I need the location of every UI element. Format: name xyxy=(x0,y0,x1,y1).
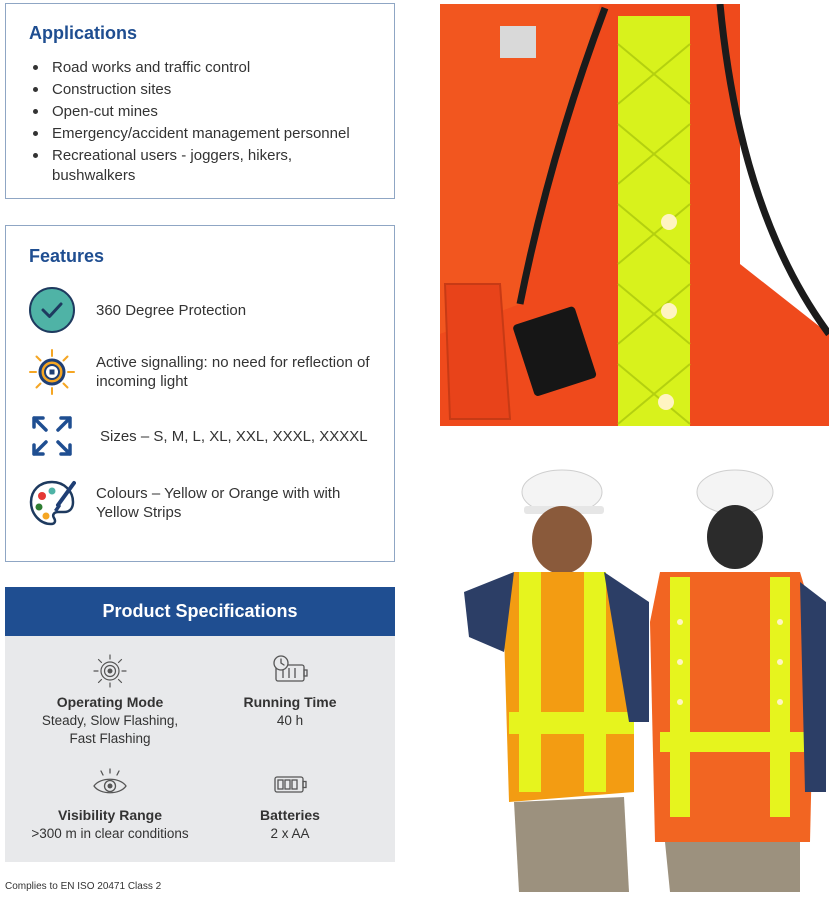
spec-item xyxy=(195,654,385,730)
feature-text: Sizes – S, M, L, XL, XXL, XXXL, XXXXL xyxy=(100,428,368,445)
feature-text: 360 Degree Protection xyxy=(96,302,247,319)
eye-icon xyxy=(92,767,128,801)
check-circle-icon xyxy=(28,286,76,334)
spec-label: Operating Mode xyxy=(56,694,164,710)
product-specifications-panel xyxy=(5,587,395,862)
list-item: Road works and traffic control xyxy=(29,58,369,78)
spec-item xyxy=(15,654,205,748)
worker-back-photo xyxy=(650,462,826,892)
spec-label: Running Time xyxy=(243,694,337,710)
list-item: Open-cut mines xyxy=(29,102,369,122)
spec-label: Batteries xyxy=(260,807,320,823)
vest-closeup-photo xyxy=(440,4,829,426)
expand-arrows-icon xyxy=(28,412,76,460)
sun-mode-icon xyxy=(93,654,127,688)
worker-front-photo xyxy=(444,462,654,892)
spec-value: >300 m in clear conditions xyxy=(31,826,189,841)
features-card xyxy=(5,225,395,562)
specs-title: Product Specifications xyxy=(5,587,395,636)
feature-text: Active signalling: no need for reflection of incoming light xyxy=(96,354,370,390)
list-item: Recreational users - joggers, hikers, bushwalkers xyxy=(29,146,369,185)
compliance-note: Complies to EN ISO 20471 Class 2 xyxy=(5,881,162,892)
spec-value: 2 x AA xyxy=(270,826,310,841)
list-item: Construction sites xyxy=(29,80,369,100)
spec-label: Visibility Range xyxy=(58,807,162,823)
palette-icon xyxy=(28,479,76,527)
feature-text: Colours – Yellow or Orange with with Yellow Strips xyxy=(96,485,341,521)
features-title: Features xyxy=(29,246,105,266)
applications-list xyxy=(29,58,394,185)
list-item: Emergency/accident management personnel xyxy=(29,124,369,144)
spec-value: 40 h xyxy=(276,713,304,728)
applications-card xyxy=(5,3,395,199)
spec-item xyxy=(15,767,205,843)
battery-icon xyxy=(272,767,308,801)
applications-title: Applications xyxy=(29,23,138,43)
spec-item xyxy=(195,767,385,843)
spec-value: Steady, Slow Flashing, Fast Flashing xyxy=(41,713,179,746)
signal-light-icon xyxy=(28,348,76,396)
battery-clock-icon xyxy=(272,654,308,688)
